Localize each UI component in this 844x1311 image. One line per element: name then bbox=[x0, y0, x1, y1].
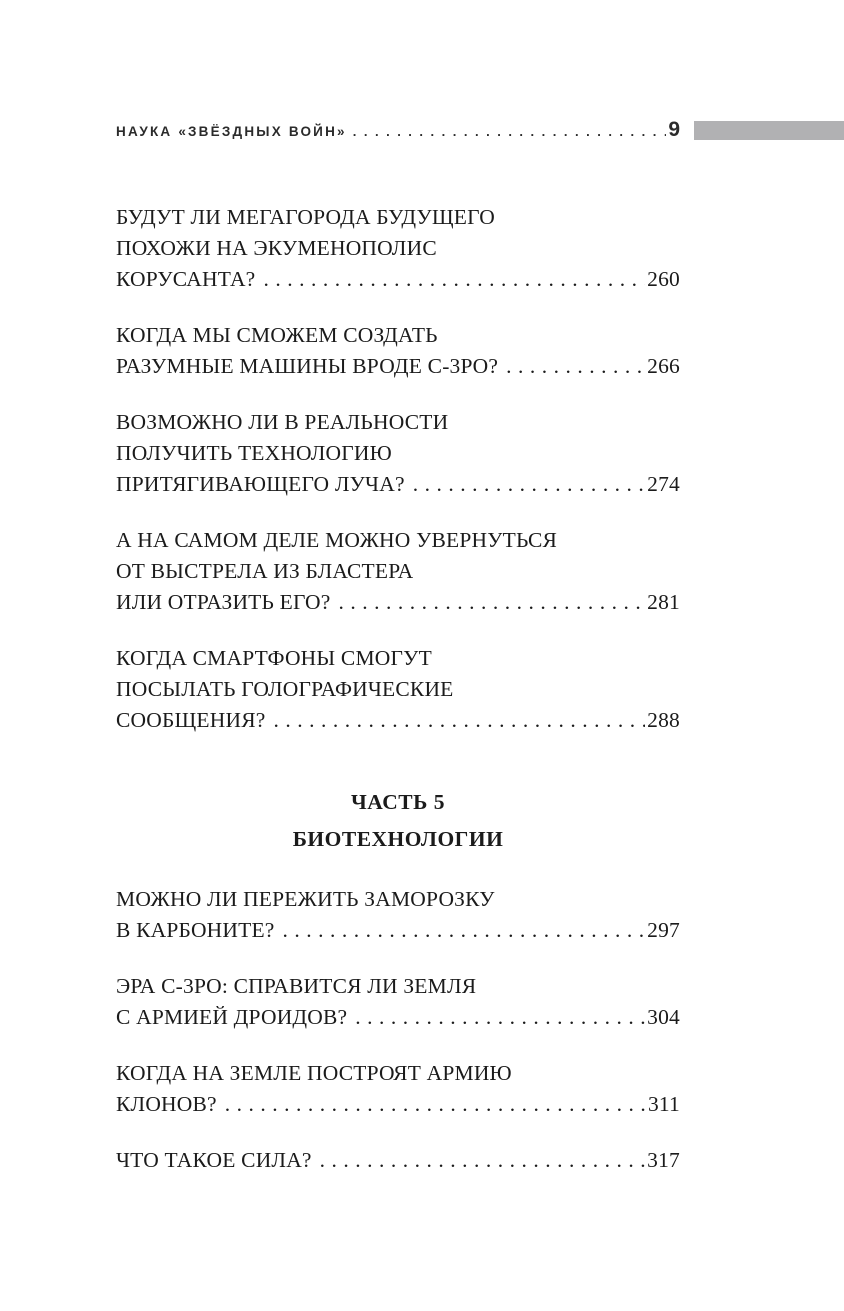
header-bar bbox=[694, 121, 844, 140]
part-heading bbox=[116, 784, 680, 858]
toc-entry-line: БУДУТ ЛИ МЕГАГОРОДА БУДУЩЕГО bbox=[116, 205, 495, 229]
dot-leader bbox=[225, 1089, 646, 1120]
toc-entry bbox=[116, 320, 680, 382]
dot-leader bbox=[274, 705, 646, 736]
toc-page-number: 317 bbox=[647, 1148, 680, 1172]
toc-entry-last-line bbox=[116, 469, 680, 500]
toc-entry bbox=[116, 643, 680, 736]
toc-entry-line: ПОХОЖИ НА ЭКУМЕНОПОЛИС bbox=[116, 236, 437, 260]
toc-entry-last-line bbox=[116, 1002, 680, 1033]
toc-entry-line: ПОСЫЛАТЬ ГОЛОГРАФИЧЕСКИЕ bbox=[116, 677, 454, 701]
toc-entry-line: ЧТО ТАКОЕ СИЛА? bbox=[116, 1148, 312, 1172]
toc-entry bbox=[116, 1058, 680, 1120]
toc-entry bbox=[116, 971, 680, 1033]
toc-entry-last-line bbox=[116, 587, 680, 618]
toc-entry-line: ПОЛУЧИТЬ ТЕХНОЛОГИЮ bbox=[116, 441, 392, 465]
toc-entry-line: С АРМИЕЙ ДРОИДОВ? bbox=[116, 1005, 348, 1029]
toc-entry-last-line bbox=[116, 915, 680, 946]
toc-page-number: 311 bbox=[647, 1092, 680, 1116]
dot-leader bbox=[506, 351, 645, 382]
toc-entry-last-line bbox=[116, 351, 680, 382]
header-page-number: 9 bbox=[668, 118, 680, 141]
toc-entry bbox=[116, 202, 680, 295]
toc-entry bbox=[116, 884, 680, 946]
toc-entry-line: КОГДА НА ЗЕМЛЕ ПОСТРОЯТ АРМИЮ bbox=[116, 1061, 512, 1085]
toc-page-number: 288 bbox=[647, 708, 680, 732]
toc-entry-line: ЭРА C-3PO: СПРАВИТСЯ ЛИ ЗЕМЛЯ bbox=[116, 974, 477, 998]
toc-entry-line: КОГДА СМАРТФОНЫ СМОГУТ bbox=[116, 646, 432, 670]
dot-leader bbox=[339, 587, 646, 618]
toc-entry-line: ИЛИ ОТРАЗИТЬ ЕГО? bbox=[116, 590, 331, 614]
toc-entry-line: МОЖНО ЛИ ПЕРЕЖИТЬ ЗАМОРОЗКУ bbox=[116, 887, 495, 911]
toc-entry bbox=[116, 1145, 680, 1176]
toc-page-number: 266 bbox=[647, 354, 680, 378]
toc-page-number: 297 bbox=[647, 918, 680, 942]
running-title: НАУКА «ЗВЁЗДНЫХ ВОЙН» bbox=[116, 124, 347, 139]
dot-leader bbox=[413, 469, 645, 500]
part-label: ЧАСТЬ 5 bbox=[351, 790, 445, 814]
toc-entry-line: СООБЩЕНИЯ? bbox=[116, 708, 266, 732]
toc-entry-last-line bbox=[116, 705, 680, 736]
toc-page-number: 260 bbox=[647, 267, 680, 291]
toc-entry-line: ПРИТЯГИВАЮЩЕГО ЛУЧА? bbox=[116, 472, 405, 496]
part-title: БИОТЕХНОЛОГИИ bbox=[292, 827, 504, 851]
toc-page-number: 304 bbox=[647, 1005, 680, 1029]
toc-entry bbox=[116, 525, 680, 618]
toc-page-number: 274 bbox=[647, 472, 680, 496]
toc-entry-line: КОГДА МЫ СМОЖЕМ СОЗДАТЬ bbox=[116, 323, 438, 347]
toc-entry-line: А НА САМОМ ДЕЛЕ МОЖНО УВЕРНУТЬСЯ bbox=[116, 528, 558, 552]
toc-page-number: 281 bbox=[647, 590, 680, 614]
toc-entry-line: КЛОНОВ? bbox=[116, 1092, 217, 1116]
toc-entry-line: РАЗУМНЫЕ МАШИНЫ ВРОДЕ C-3PO? bbox=[116, 354, 499, 378]
header-dot-leader bbox=[353, 124, 667, 139]
toc-entry-line: ВОЗМОЖНО ЛИ В РЕАЛЬНОСТИ bbox=[116, 410, 449, 434]
toc-entry-line: В КАРБОНИТЕ? bbox=[116, 918, 275, 942]
toc-entry-last-line bbox=[116, 1089, 680, 1120]
toc-entry-line: ОТ ВЫСТРЕЛА ИЗ БЛАСТЕРА bbox=[116, 559, 414, 583]
toc-entry-last-line bbox=[116, 1145, 680, 1176]
running-header bbox=[116, 118, 680, 142]
toc-entry bbox=[116, 407, 680, 500]
toc-list bbox=[0, 202, 844, 1176]
dot-leader bbox=[263, 264, 645, 295]
page-header bbox=[0, 118, 844, 142]
dot-leader bbox=[283, 915, 646, 946]
toc-entry-line: КОРУСАНТА? bbox=[116, 267, 256, 291]
dot-leader bbox=[320, 1145, 645, 1176]
dot-leader bbox=[355, 1002, 645, 1033]
toc-entry-last-line bbox=[116, 264, 680, 295]
